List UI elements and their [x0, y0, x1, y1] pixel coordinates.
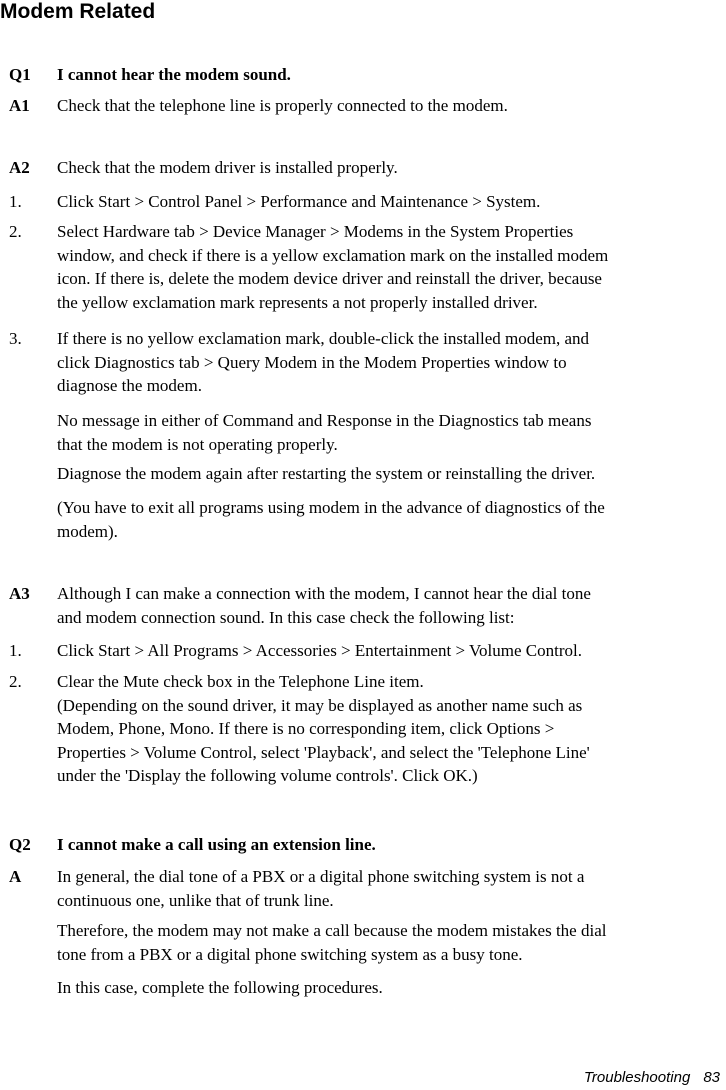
a3-step-1-text: Click Start > All Programs > Accessories > Entertainment > Volume Control. — [57, 641, 582, 660]
a2-step-1-text: Click Start > Control Panel > Performance and Maintenance > System. — [57, 192, 541, 211]
q2-answer-label: A — [9, 867, 22, 886]
q2-answer-paragraph-1: In general, the dial tone of a PBX or a digital phone switching system is not a continuous one, unlike that of trunk line. — [57, 867, 585, 910]
a2-step-2-number: 2. — [9, 222, 22, 241]
a2-note-2: Diagnose the modem again after restarting the system or reinstalling the driver. — [57, 464, 596, 483]
page-title: Modem Related — [0, 0, 156, 23]
a3-label: A3 — [9, 584, 30, 603]
a2-text: Check that the modem driver is installed properly. — [57, 158, 398, 177]
q2-answer-paragraph-3: In this case, complete the following procedures. — [57, 978, 383, 997]
a3-step-2-text: Clear the Mute check box in the Telephone Line item. (Depending on the sound driver, it may be displayed as another name such as Modem, Phone, Mono. If there is no corresponding item, click Options > Properties > Volume Control, select 'Playback', and select the 'Telephone Line' under the 'Display the following volume controls'. Click OK.) — [57, 672, 590, 785]
a2-note-3: (You have to exit all programs using modem in the advance of diagnostics of the modem). — [57, 498, 605, 541]
a2-label: A2 — [9, 158, 30, 177]
footer-page-number: 83 — [703, 1069, 720, 1086]
a2-note-1: No message in either of Command and Response in the Diagnostics tab means that the modem is not operating properly. — [57, 411, 592, 454]
q1-question: I cannot hear the modem sound. — [57, 65, 291, 84]
q2-answer-paragraph-2: Therefore, the modem may not make a call because the modem mistakes the dial tone from a PBX or a digital phone switching system as a busy tone. — [57, 921, 607, 964]
a2-step-1-number: 1. — [9, 192, 22, 211]
a3-step-2-number: 2. — [9, 672, 22, 691]
a1-label: A1 — [9, 96, 30, 115]
a2-step-3-number: 3. — [9, 329, 22, 348]
q2-question: I cannot make a call using an extension line. — [57, 835, 376, 854]
page-footer — [584, 1069, 720, 1087]
a3-step-1-number: 1. — [9, 641, 22, 660]
q2-label: Q2 — [9, 835, 31, 854]
footer-section-name: Troubleshooting — [583, 1069, 691, 1086]
q1-label: Q1 — [9, 65, 31, 84]
a2-step-3-text: If there is no yellow exclamation mark, double-click the installed modem, and click Diagnostics tab > Query Modem in the Modem Properties window to diagnose the modem. — [57, 329, 590, 395]
a3-text: Although I can make a connection with the modem, I cannot hear the dial tone and modem connection sound. In this case check the following list: — [57, 584, 591, 627]
a1-text: Check that the telephone line is properly connected to the modem. — [57, 96, 508, 115]
a2-step-2-text: Select Hardware tab > Device Manager > Modems in the System Properties window, and check if there is a yellow exclamation mark on the installed modem icon. If there is, delete the modem device driver and reinstall the driver, because the yellow exclamation mark represents a not properly installed driver. — [57, 222, 609, 312]
